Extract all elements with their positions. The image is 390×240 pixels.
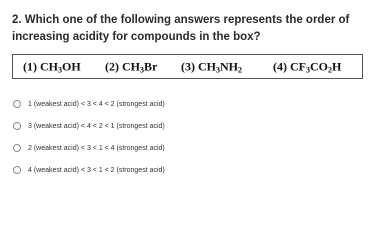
radio-button[interactable] xyxy=(13,144,21,152)
answer-option-3[interactable] xyxy=(13,141,373,155)
compound-2 xyxy=(105,59,157,74)
formula-subscript: 2 xyxy=(238,65,242,74)
formula-part: CH xyxy=(122,59,140,73)
formula-part: CO xyxy=(310,59,328,73)
formula-subscript: 2 xyxy=(328,65,332,74)
compound-box xyxy=(12,54,363,79)
formula-part: H xyxy=(332,59,342,73)
answer-option-label: 1 (weakest acid) < 3 < 4 < 2 (strongest acid) xyxy=(28,100,165,108)
compound-number: (1) xyxy=(23,59,37,73)
compound-number: (3) xyxy=(181,59,195,73)
compound-formula xyxy=(290,59,341,73)
radio-button[interactable] xyxy=(13,166,21,174)
answer-option-label: 2 (weakest acid) < 3 < 1 < 4 (strongest acid) xyxy=(28,144,165,152)
answer-option-2[interactable] xyxy=(13,119,373,133)
question-text-start: 2. Which one of the following answers represents the order of increasing xyxy=(12,14,350,43)
formula-part: Br xyxy=(144,59,158,73)
formula-part: CF xyxy=(290,59,306,73)
answer-option-label: 3 (weakest acid) < 4 < 2 < 1 (strongest acid) xyxy=(28,122,165,130)
compound-formula xyxy=(198,59,242,73)
question-text xyxy=(12,12,382,46)
answer-option-1[interactable] xyxy=(13,97,373,111)
question-emphasis: acidity xyxy=(72,31,110,43)
formula-subscript: 3 xyxy=(140,65,144,74)
formula-part: OH xyxy=(62,59,81,73)
compound-number: (2) xyxy=(105,59,119,73)
answer-option-4[interactable] xyxy=(13,163,373,177)
formula-subscript: 3 xyxy=(306,65,310,74)
formula-subscript: 3 xyxy=(58,65,62,74)
compound-number: (4) xyxy=(273,59,287,73)
compound-formula xyxy=(122,59,157,73)
compound-1 xyxy=(23,59,81,74)
answer-options xyxy=(13,97,373,185)
compound-formula xyxy=(40,59,81,73)
formula-part: NH xyxy=(220,59,238,73)
compound-3 xyxy=(181,59,242,74)
answer-option-label: 4 (weakest acid) < 3 < 1 < 2 (strongest acid) xyxy=(28,166,165,174)
formula-subscript: 3 xyxy=(216,65,220,74)
formula-part: CH xyxy=(198,59,216,73)
radio-button[interactable] xyxy=(13,122,21,130)
radio-button[interactable] xyxy=(13,100,21,108)
question-text-end: for compounds in the box? xyxy=(109,31,261,43)
formula-part: CH xyxy=(40,59,58,73)
compound-4 xyxy=(273,59,341,74)
